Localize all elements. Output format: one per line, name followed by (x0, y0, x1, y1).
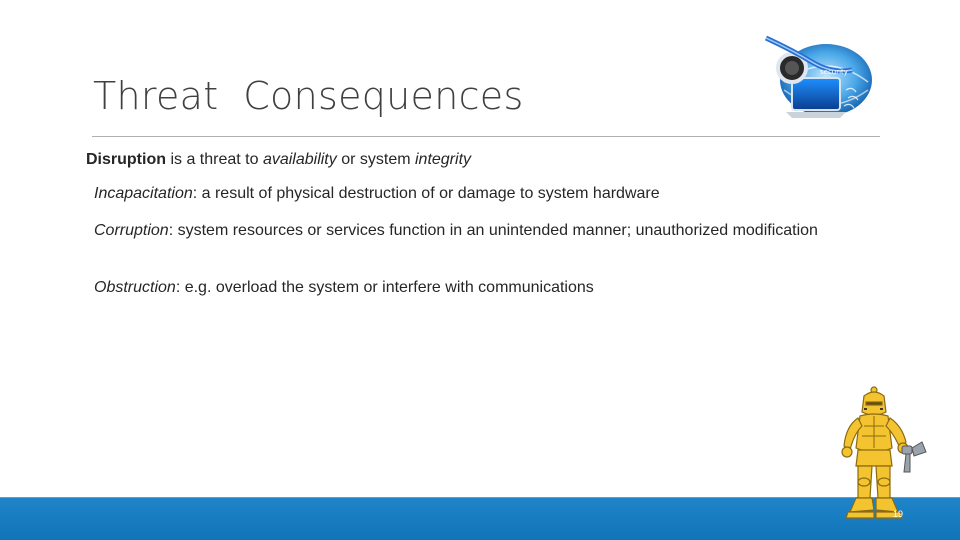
slide-title: Threat Consequences (93, 74, 524, 118)
bullet-text: : a result of physical destruction of or damage to system hardware (192, 185, 660, 202)
security-logo-icon (762, 30, 876, 120)
logo-text: security (820, 68, 848, 76)
bullet-text: is a threat to (166, 151, 263, 168)
knight-armor-icon (836, 386, 940, 534)
term-incapacitation: Incapacitation (94, 185, 193, 202)
bullet-text: : system resources or services function in an unintended manner; unauthorized modification (168, 222, 818, 239)
page-number: 19 (893, 509, 904, 519)
bullet-obstruction (94, 278, 594, 298)
bullet-corruption (94, 221, 854, 241)
bullet-disruption (86, 150, 471, 170)
term-obstruction: Obstruction (94, 279, 176, 296)
term-integrity: integrity (414, 151, 472, 168)
term-disruption: Disruption (86, 151, 166, 168)
term-corruption: Corruption (94, 222, 169, 239)
bullet-incapacitation (94, 184, 660, 204)
title-divider (92, 136, 880, 137)
bullet-text: or system (336, 151, 415, 168)
bullet-text: : e.g. overload the system or interfere with communications (175, 279, 594, 296)
footer-bar (0, 498, 960, 540)
term-availability: availability (262, 151, 337, 168)
